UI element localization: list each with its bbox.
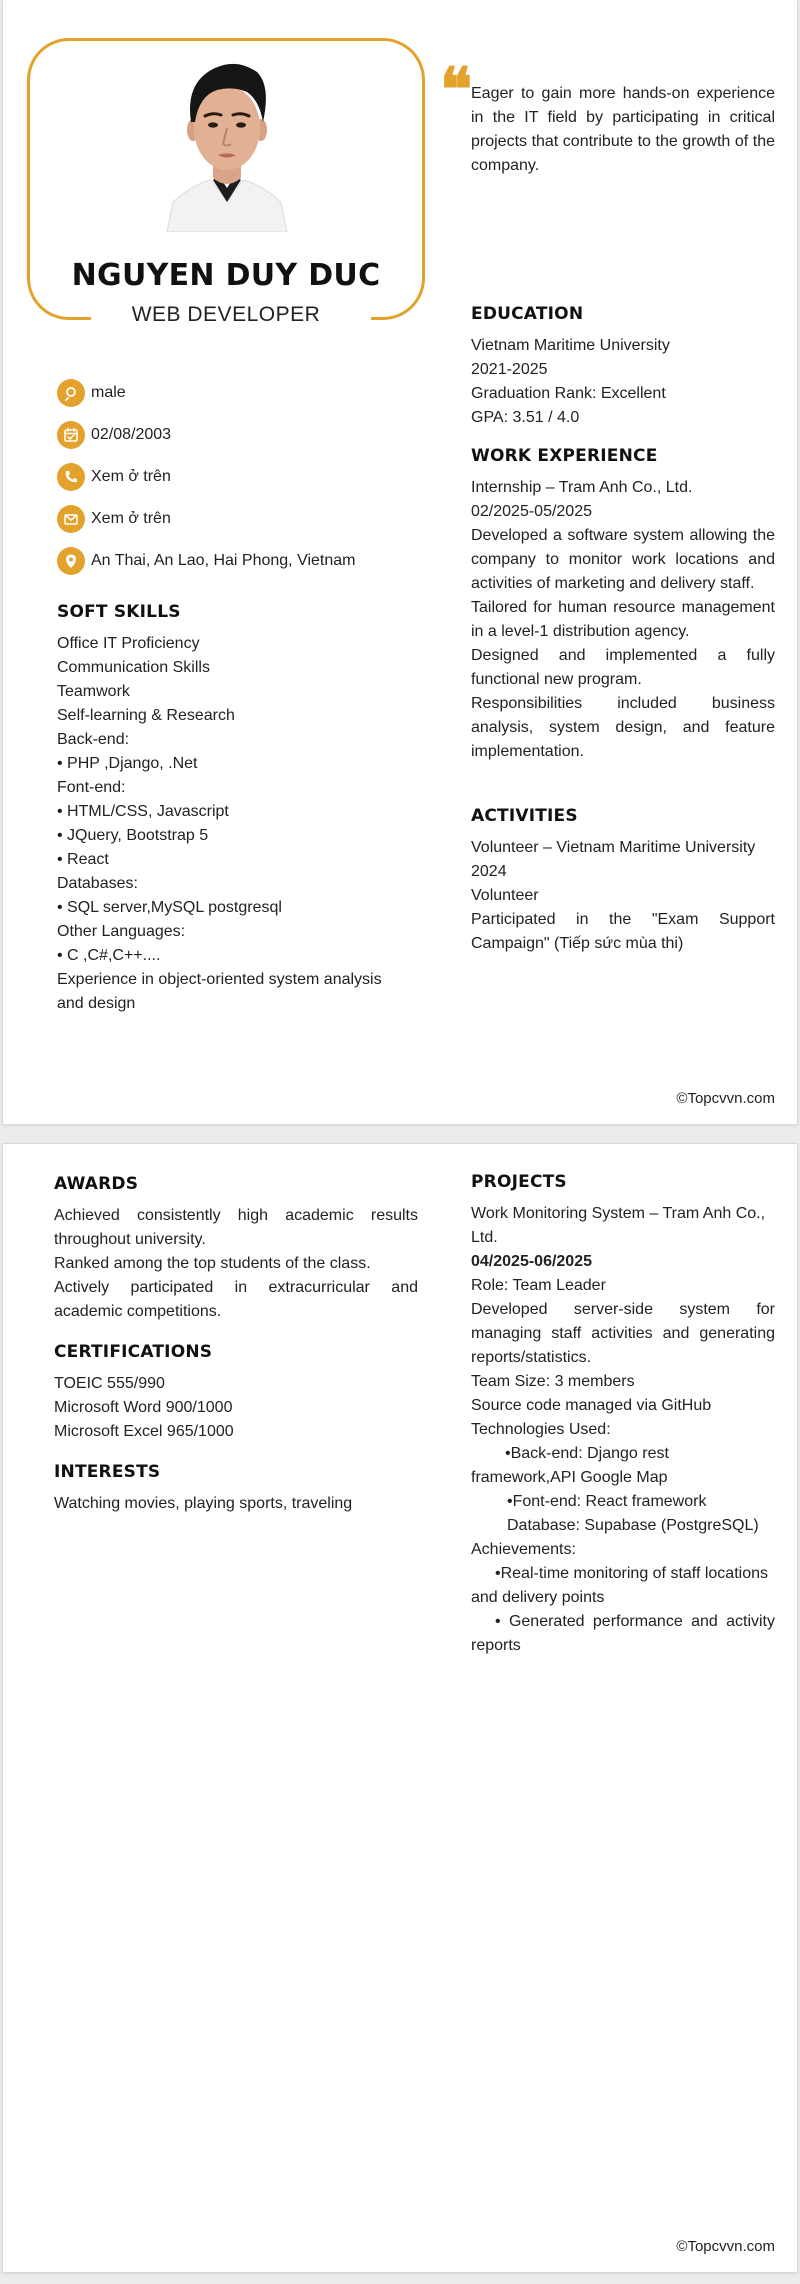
gender-icon — [57, 379, 85, 407]
soft-skills-section — [57, 600, 387, 1016]
objective-text: Eager to gain more hands-on experience in the IT field by participating in critical projects that contribute to the growth of the company. — [471, 85, 775, 174]
section-heading: INTERESTS — [54, 1462, 161, 1482]
project-description: Developed server-side system for managing staff activities and generating reports/statistics. — [471, 1301, 775, 1366]
skill-line: Self-learning & Research — [57, 707, 235, 724]
quote-icon: ❝ — [440, 55, 473, 125]
section-heading: ACTIVITIES — [471, 806, 578, 826]
project-tech-backend: •Back-end: Django rest framework,API Google Map — [471, 1445, 669, 1486]
activity-line: Participated in the "Exam Support Campaign" (Tiếp sức mùa thi) — [471, 911, 775, 952]
work-experience-section — [471, 444, 775, 764]
skill-line: Office IT Proficiency — [57, 635, 200, 652]
contact-text: An Thai, An Lao, Hai Phong, Vietnam — [91, 552, 356, 569]
education-section — [471, 302, 775, 430]
skill-line: • JQuery, Bootstrap 5 — [57, 827, 209, 844]
skill-line: Other Languages: — [57, 923, 186, 940]
skill-line: • SQL server,MySQL postgresql — [57, 899, 282, 916]
project-role: Role: Team Leader — [471, 1277, 606, 1294]
phone-icon — [57, 463, 85, 491]
activity-line: Volunteer — [471, 887, 539, 904]
project-source: Source code managed via GitHub — [471, 1397, 712, 1414]
contact-text: male — [91, 384, 126, 401]
awards-section — [54, 1172, 418, 1324]
certifications-section — [54, 1340, 418, 1444]
section-heading: AWARDS — [54, 1174, 139, 1194]
award-line: Ranked among the top students of the class. — [54, 1255, 371, 1272]
award-line: Achieved consistently high academic results throughout university. — [54, 1207, 418, 1248]
work-line: 02/2025-05/2025 — [471, 503, 592, 520]
skill-line: Communication Skills — [57, 659, 210, 676]
contact-birthday — [57, 414, 417, 456]
activities-section — [471, 804, 775, 956]
skill-line: • HTML/CSS, Javascript — [57, 803, 229, 820]
contact-address — [57, 540, 417, 582]
contact-list — [57, 372, 417, 582]
project-period: 04/2025-06/2025 — [471, 1253, 592, 1270]
project-achievement: •Real-time monitoring of staff locations and delivery points — [471, 1565, 768, 1606]
contact-gender — [57, 372, 417, 414]
project-tech-label: Technologies Used: — [471, 1421, 611, 1438]
contact-text: Xem ở trên — [91, 510, 171, 527]
section-heading: SOFT SKILLS — [57, 602, 181, 622]
interest-line: Watching movies, playing sports, traveling — [54, 1495, 353, 1512]
education-line: 2021-2025 — [471, 361, 548, 378]
education-line: GPA: 3.51 / 4.0 — [471, 409, 580, 426]
project-achievements-label: Achievements: — [471, 1541, 576, 1558]
certification-line: Microsoft Excel 965/1000 — [54, 1423, 234, 1440]
avatar — [163, 52, 291, 232]
education-line: Vietnam Maritime University — [471, 337, 670, 354]
section-heading: CERTIFICATIONS — [54, 1342, 213, 1362]
cv-page-1 — [3, 0, 797, 1124]
activity-line: 2024 — [471, 863, 507, 880]
skill-line: Back-end: — [57, 731, 130, 748]
work-line: Internship – Tram Anh Co., Ltd. — [471, 479, 693, 496]
footer-credit: ©Topcvvn.com — [676, 2238, 775, 2255]
skill-line: • React — [57, 851, 109, 868]
location-icon — [57, 547, 85, 575]
email-icon — [57, 505, 85, 533]
award-line: Actively participated in extracurricular and academic competitions. — [54, 1279, 418, 1320]
certification-line: TOEIC 555/990 — [54, 1375, 165, 1392]
contact-email — [57, 498, 417, 540]
project-team-size: Team Size: 3 members — [471, 1373, 635, 1390]
activity-line: Volunteer – Vietnam Maritime University — [471, 839, 756, 856]
interests-section — [54, 1460, 418, 1516]
skill-line: Teamwork — [57, 683, 130, 700]
work-line: Responsibilities included business analysis, system design, and feature implementation. — [471, 695, 775, 760]
certification-line: Microsoft Word 900/1000 — [54, 1399, 233, 1416]
skill-line: • C ,C#,C++.... — [57, 947, 161, 964]
project-tech-database: Database: Supabase (PostgreSQL) — [507, 1517, 759, 1534]
contact-phone — [57, 456, 417, 498]
skill-line: Font-end: — [57, 779, 126, 796]
education-line: Graduation Rank: Excellent — [471, 385, 666, 402]
footer-credit: ©Topcvvn.com — [676, 1090, 775, 1107]
work-line: Developed a software system allowing the company to monitor work locations and activities of marketing and delivery staff. — [471, 527, 775, 592]
job-title: WEB DEVELOPER — [131, 303, 321, 326]
work-line: Designed and implemented a fully functional new program. — [471, 647, 775, 688]
skill-line: Databases: — [57, 875, 138, 892]
objective — [471, 82, 775, 178]
section-heading: PROJECTS — [471, 1172, 567, 1192]
candidate-name: NGUYEN DUY DUC — [71, 258, 381, 293]
section-heading: WORK EXPERIENCE — [471, 446, 658, 466]
section-heading: EDUCATION — [471, 304, 584, 324]
project-achievement: • Generated performance and activity reports — [471, 1613, 775, 1654]
work-line: Tailored for human resource management in a level-1 distribution agency. — [471, 599, 775, 640]
project-tech-frontend: •Font-end: React framework — [507, 1493, 707, 1510]
skill-line: • PHP ,Django, .Net — [57, 755, 198, 772]
cv-page-2 — [3, 1144, 797, 2272]
calendar-icon — [57, 421, 85, 449]
projects-section — [471, 1170, 775, 1658]
contact-text: 02/08/2003 — [91, 426, 172, 443]
contact-text: Xem ở trên — [91, 468, 171, 485]
project-name: Work Monitoring System – Tram Anh Co., Ltd. — [471, 1205, 766, 1246]
skill-line: Experience in object-oriented system analysis and design — [57, 971, 382, 1012]
